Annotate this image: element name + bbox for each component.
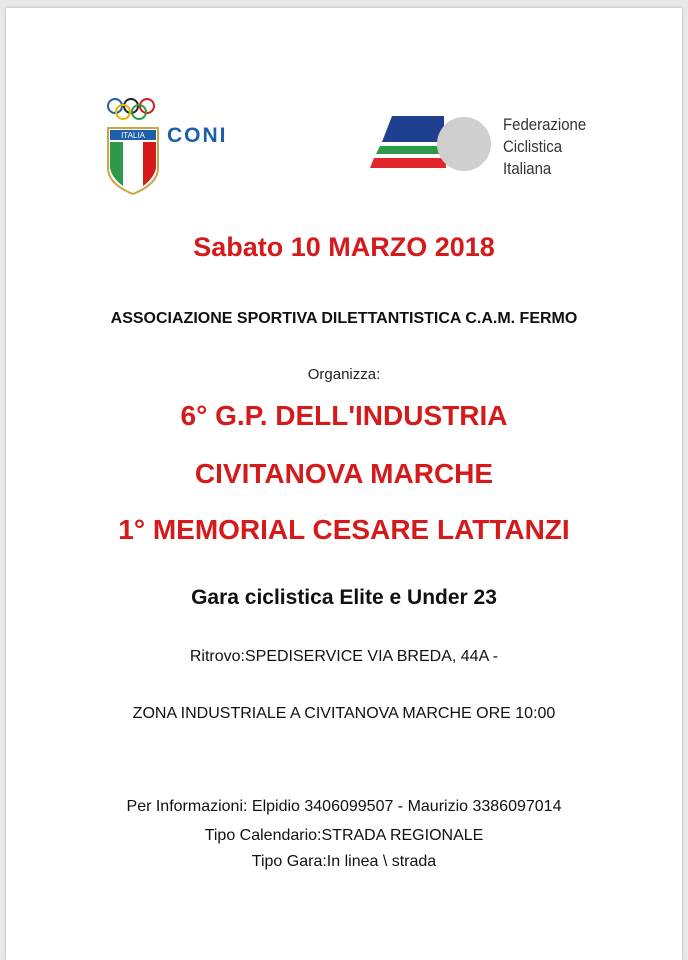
meeting-point: Ritrovo:SPEDISERVICE VIA BREDA, 44A - xyxy=(189,648,499,665)
race-category: Gara ciclistica Elite e Under 23 xyxy=(191,586,497,609)
fci-label-line: Ciclistica xyxy=(503,137,563,156)
organizes-label: Organizza: xyxy=(307,366,381,383)
fci-label-line: Italiana xyxy=(503,159,552,178)
event-title-line: 1° MEMORIAL CESARE LATTANZI xyxy=(118,514,570,545)
contact-info: Per Informazioni: Elpidio 3406099507 - Maurizio 3386097014 xyxy=(126,798,562,815)
coni-olympic-rings-icon xyxy=(103,96,163,196)
flyer-page xyxy=(6,8,682,960)
fci-label xyxy=(503,114,586,180)
race-type: Tipo Gara:In linea \ strada xyxy=(251,853,437,870)
coni-label: CONI xyxy=(167,124,228,147)
meeting-zone: ZONA INDUSTRIALE A CIVITANOVA MARCHE ORE 10:00 xyxy=(132,705,556,722)
fci-logo xyxy=(370,112,610,182)
event-title-line: CIVITANOVA MARCHE xyxy=(194,458,494,489)
event-date: Sabato 10 MARZO 2018 xyxy=(193,232,495,262)
calendar-type: Tipo Calendario:STRADA REGIONALE xyxy=(204,827,484,844)
fci-label-line: Federazione xyxy=(503,115,587,134)
event-title-line: 6° G.P. DELL'INDUSTRIA xyxy=(180,400,508,431)
coni-logo xyxy=(103,96,243,196)
fci-tricolor-swoosh-icon xyxy=(370,112,500,182)
coni-shield-label: ITALIA xyxy=(121,131,145,140)
association-name: ASSOCIAZIONE SPORTIVA DILETTANTISTICA C.A.M. FERMO xyxy=(110,310,578,327)
